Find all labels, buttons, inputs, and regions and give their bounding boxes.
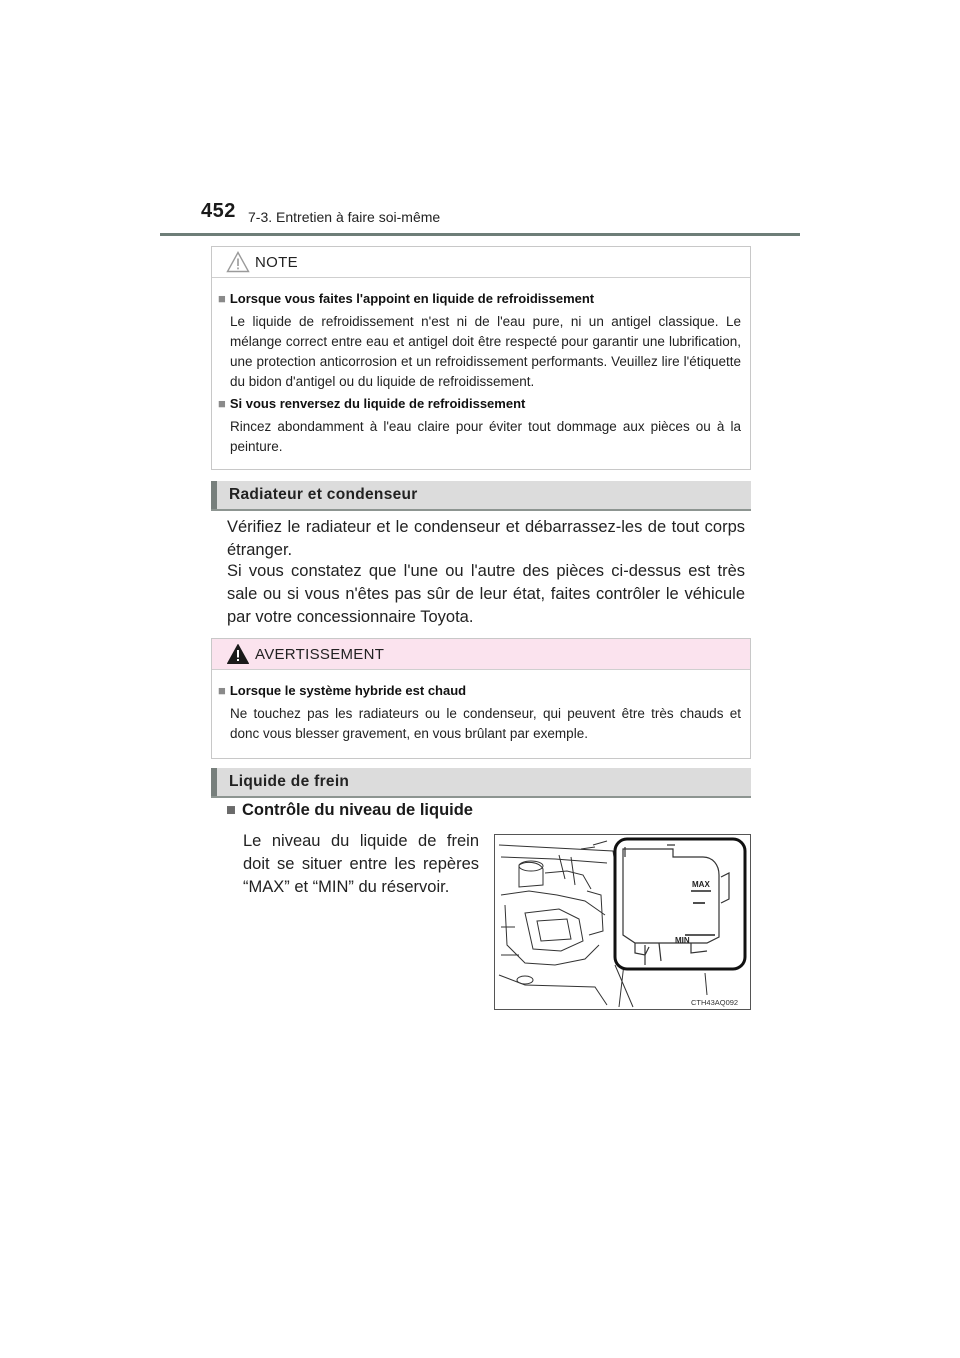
note-item-body: Le liquide de refroidissement n'est ni de l'eau pure, ni un antigel classique. Le mélange correct entre eau et antigel doit être respecté pour garantir une lubrification, une protection anticorrosion et un refroidissement performants. Veuillez lire l'étiquette du bidon d'antigel ou du liquide de refroidissement. <box>230 314 741 389</box>
note-item-title: Lorsque vous faites l'appoint en liquide de refroidissement <box>229 291 595 306</box>
warning-triangle-icon <box>226 643 250 665</box>
radiator-paragraph-1: Vérifiez le radiateur et le condenseur et débarrassez-les de tout corps étranger. <box>227 518 745 559</box>
page-number: 452 <box>201 200 236 222</box>
note-item-body: Rincez abondamment à l'eau claire pour éviter tout dommage aux pièces ou à la peinture. <box>230 419 741 454</box>
radiator-paragraph-2: Si vous constatez que l'une ou l'autre des pièces ci-dessus est très sale ou si vous n'êtes pas sûr de leur état, faites contrôler le véhicule par votre concessionnaire Toyota. <box>227 562 745 626</box>
bullet-square-icon: ■ <box>218 396 226 411</box>
warning-box <box>211 638 751 759</box>
brake-subheading <box>226 801 473 820</box>
note-header <box>212 247 750 278</box>
min-mark-label: MIN <box>675 936 690 945</box>
illustration-code: CTH43AQ092 <box>691 998 739 1007</box>
note-item-1-title-row <box>218 291 594 306</box>
warning-item-title: Lorsque le système hybride est chaud <box>229 683 467 698</box>
note-item-title: Si vous renversez du liquide de refroidissement <box>229 396 526 411</box>
section-heading-radiator <box>211 481 751 509</box>
note-label: NOTE <box>255 254 298 271</box>
bullet-square-icon: ■ <box>218 291 226 306</box>
warning-header <box>212 639 750 670</box>
max-mark-label: MAX <box>692 880 710 889</box>
section-heading-rule <box>211 796 751 798</box>
warning-label: AVERTISSEMENT <box>255 646 385 663</box>
section-heading-label: Radiateur et condenseur <box>229 486 418 503</box>
note-box <box>211 246 751 470</box>
caution-outline-icon <box>226 251 250 273</box>
section-heading-brake <box>211 768 751 796</box>
note-item-2-title-row <box>218 396 525 411</box>
section-heading-label: Liquide de frein <box>229 773 350 790</box>
engine-bay-drawing <box>495 835 750 1009</box>
bullet-square-icon: ■ <box>218 683 226 698</box>
brake-paragraph: Le niveau du liquide de frein doit se situer entre les repères “MAX” et “MIN” du réservoir. <box>243 832 479 896</box>
bullet-square-icon: ■ <box>226 801 236 819</box>
section-heading-rule <box>211 509 751 511</box>
section-title: 7-3. Entretien à faire soi-même <box>248 209 441 225</box>
brake-reservoir-illustration <box>494 834 751 1010</box>
header-rule <box>160 233 800 236</box>
warning-item-title-row <box>218 683 466 698</box>
brake-subheading-label: Contrôle du niveau de liquide <box>241 801 473 819</box>
warning-item-body: Ne touchez pas les radiateurs ou le condenseur, qui peuvent être très chauds et donc vous blesser gravement, en vous brûlant par exemple. <box>230 706 741 741</box>
